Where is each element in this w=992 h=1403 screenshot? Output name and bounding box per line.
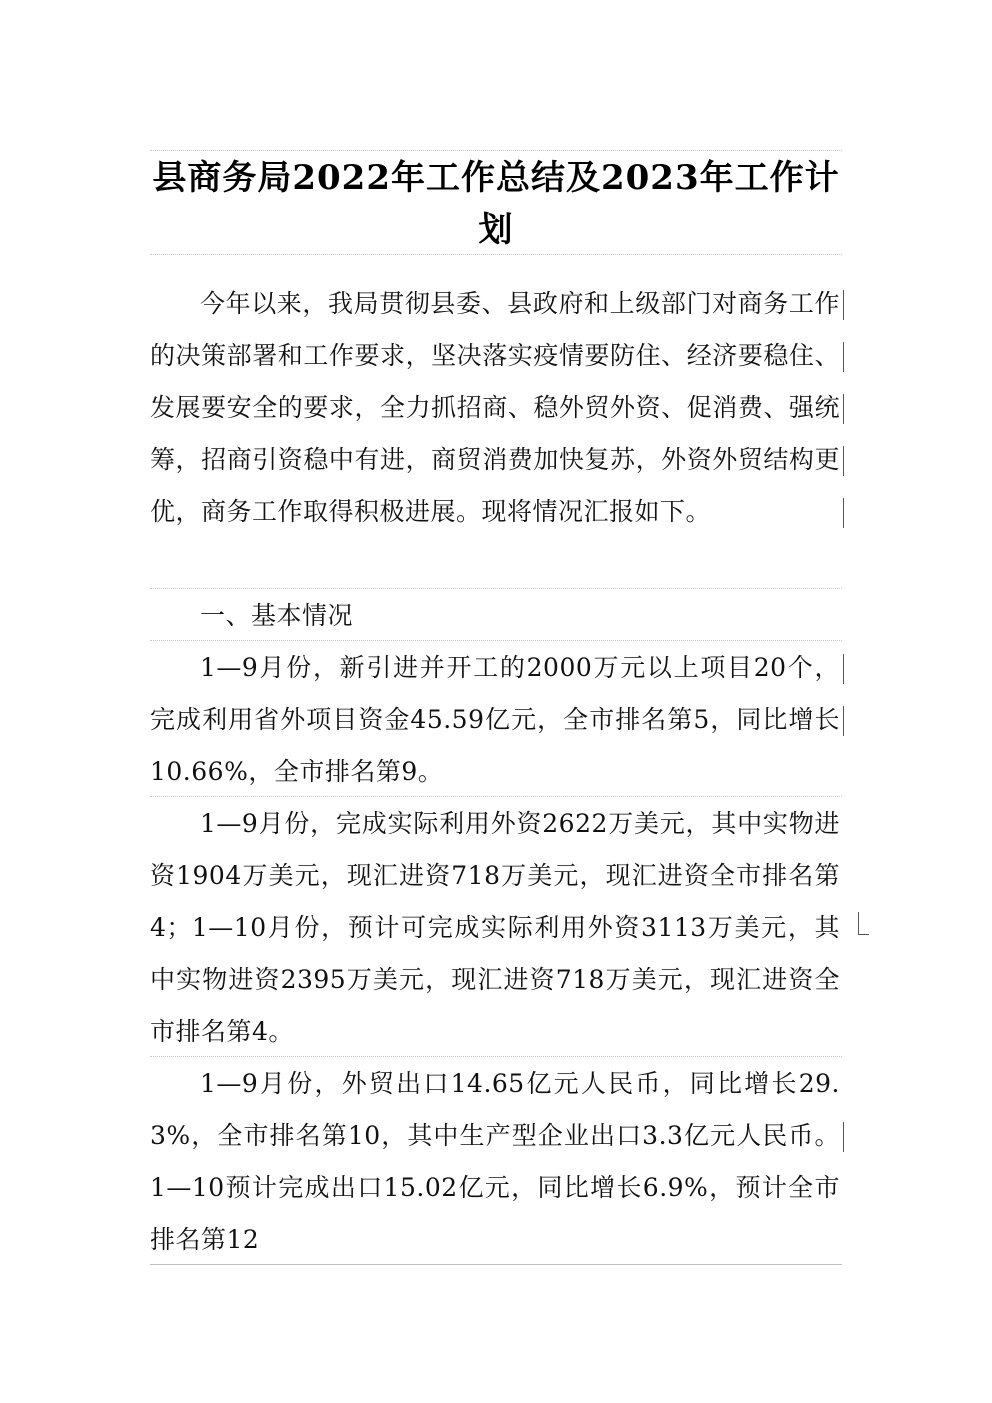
margin-mark xyxy=(843,290,844,320)
title-top-rule xyxy=(150,150,842,151)
margin-mark xyxy=(843,654,844,684)
page-bottom-rule xyxy=(150,1264,842,1265)
margin-mark xyxy=(843,706,844,736)
paragraph-divider xyxy=(150,1056,842,1057)
margin-mark xyxy=(843,342,844,372)
paragraph-divider xyxy=(150,640,842,641)
margin-mark xyxy=(843,1122,844,1152)
intro-paragraph: 今年以来，我局贯彻县委、县政府和上级部门对商务工作的决策部署和工作要求，坚决落实疫情要防住、经济要稳住、发展要安全的要求，全力抓招商、稳外贸外资、促消费、强统筹，招商引资稳中有进，商贸消费加快复苏，外资外贸结构更优，商务工作取得积极进展。现将情况汇报如下。 xyxy=(150,289,840,526)
margin-mark xyxy=(843,498,844,528)
section-heading: 一、基本情况 xyxy=(200,601,354,630)
margin-mark xyxy=(843,394,844,424)
projects-paragraph: 1—9月份，新引进并开工的2000万元以上项目20个，完成利用省外项目资金45.59亿元，全市排名第5，同比增长10.66%，全市排名第9。 xyxy=(150,653,840,786)
paragraph-divider xyxy=(150,588,842,589)
document-title: 县商务局2022年工作总结及2023年工作计划 xyxy=(152,158,840,250)
margin-mark xyxy=(843,446,844,476)
paragraph-divider xyxy=(150,796,842,797)
title-bottom-rule xyxy=(150,254,842,255)
export-paragraph: 1—9月份，外贸出口14.65亿元人民币，同比增长29.3%，全市排名第10，其中生产型企业出口3.3亿元人民币。1—10预计完成出口15.02亿元，同比增长6.9%，预计全市排名第12 xyxy=(150,1069,840,1254)
margin-mark xyxy=(858,912,869,935)
foreign-investment-paragraph: 1—9月份，完成实际利用外资2622万美元，其中实物进资1904万美元，现汇进资718万美元，现汇进资全市排名第4；1—10月份，预计可完成实际利用外资3113万美元，其中实物进资2395万美元，现汇进资718万美元，现汇进资全市排名第4。 xyxy=(150,809,840,1046)
